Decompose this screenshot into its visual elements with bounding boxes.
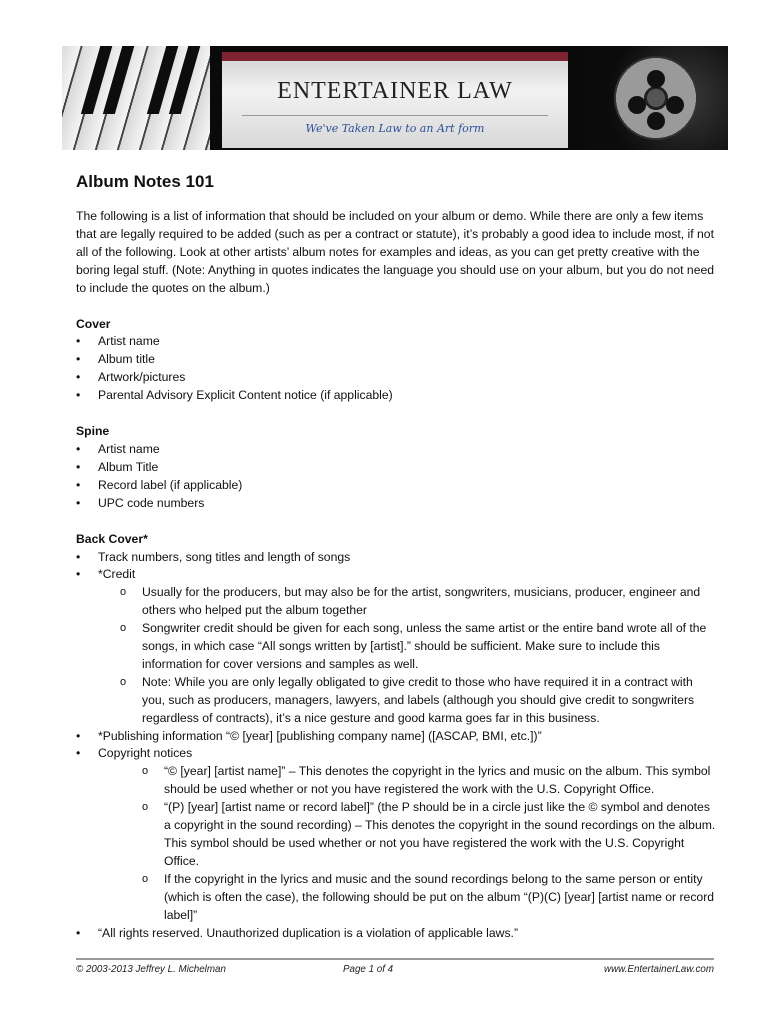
footer-website-link[interactable]: www.EntertainerLaw.com <box>604 964 714 975</box>
list-item <box>76 745 716 924</box>
list-item: • Album title <box>76 351 716 369</box>
list-item <box>76 566 716 727</box>
footer-page-number: Page 1 of 4 <box>343 964 394 975</box>
back-cover-heading: Back Cover* <box>76 531 148 546</box>
list-item: • “All rights reserved. Unauthorized duplication is a violation of applicable laws.” <box>76 925 716 943</box>
brand-title: ENTERTAINER LAW <box>277 78 513 104</box>
list-item: • UPC code numbers <box>76 495 716 513</box>
footer-copyright: © 2003-2013 Jeffrey L. Michelman <box>76 964 226 975</box>
sublist-item: o “(P) [year] [artist name or record label]” (the P should be in a circle just like the © symbol and denotes a copyright in the sound recording) – This denotes the copyright in the sound recordings on the album. This symbol should be used whether or not you have registered the work with the U.S. Copyright Office. <box>142 799 716 871</box>
copyright-label: Copyright notices <box>98 746 193 761</box>
list-item: • Record label (if applicable) <box>76 477 716 495</box>
sublist-item: o Usually for the producers, but may also be for the artist, songwriters, musicians, producer, engineer and others who helped put the album together <box>120 584 716 620</box>
credit-sublist <box>98 584 716 727</box>
header-banner <box>62 46 728 150</box>
film-reel-image <box>586 46 728 150</box>
sublist-item: o Note: While you are only legally obligated to give credit to those who have required it in a contract with you, such as producers, managers, lawyers, and labels (although you should give credit to songwriters regardless of contracts), it’s a nice gesture and good karma goes far in this business. <box>120 674 716 728</box>
page-title: Album Notes 101 <box>76 172 214 191</box>
list-item: • Artist name <box>76 333 716 351</box>
brand-panel <box>222 52 568 148</box>
back-cover-list <box>76 549 716 943</box>
sublist-item: o If the copyright in the lyrics and music and the sound recordings belong to the same person or entity (which is often the case), the following should be put on the album “(P)(C) [year] [artist name or record label]” <box>142 871 716 925</box>
footer-divider <box>76 958 714 960</box>
list-item: • Album Title <box>76 459 716 477</box>
brand-tagline: We've Taken Law to an Art form <box>305 122 485 135</box>
spine-heading: Spine <box>76 424 110 439</box>
list-item: • Parental Advisory Explicit Content notice (if applicable) <box>76 387 716 405</box>
cover-heading: Cover <box>76 316 111 331</box>
intro-paragraph: The following is a list of information that should be included on your album or demo. While there are only a few items that are legally required to be added (such as per a contract or statute), it’s probably a good idea to include most, if not all of the following. Look at other artists’ album notes for examples and ideas, as you can get pretty creative with the boring legal stuff. (Note: Anything in quotes indicates the language you should use on your album, but you do not need to include the quotes on the album.) <box>76 209 715 295</box>
cover-list <box>76 333 716 405</box>
list-item: • *Publishing information “© [year] [publishing company name] ([ASCAP, BMI, etc.])” <box>76 728 716 746</box>
list-item: • Artwork/pictures <box>76 369 716 387</box>
credit-label: *Credit <box>98 567 136 582</box>
document-body <box>76 208 716 942</box>
sublist-item: o Songwriter credit should be given for each song, unless the same artist or the entire band wrote all of the songs, in which case “All songs written by [artist].” should be sufficient. Make sure to include this information for cover versions and samples as well. <box>120 620 716 674</box>
copyright-sublist <box>98 763 716 924</box>
list-item: • Artist name <box>76 441 716 459</box>
spine-list <box>76 441 716 513</box>
list-item: • Track numbers, song titles and length of songs <box>76 549 716 567</box>
sublist-item: o “© [year] [artist name]” – This denotes the copyright in the lyrics and music on the album. This symbol should be used whether or not you have registered the work with the U.S. Copyright Office. <box>142 763 716 799</box>
piano-keys-image <box>62 46 210 150</box>
